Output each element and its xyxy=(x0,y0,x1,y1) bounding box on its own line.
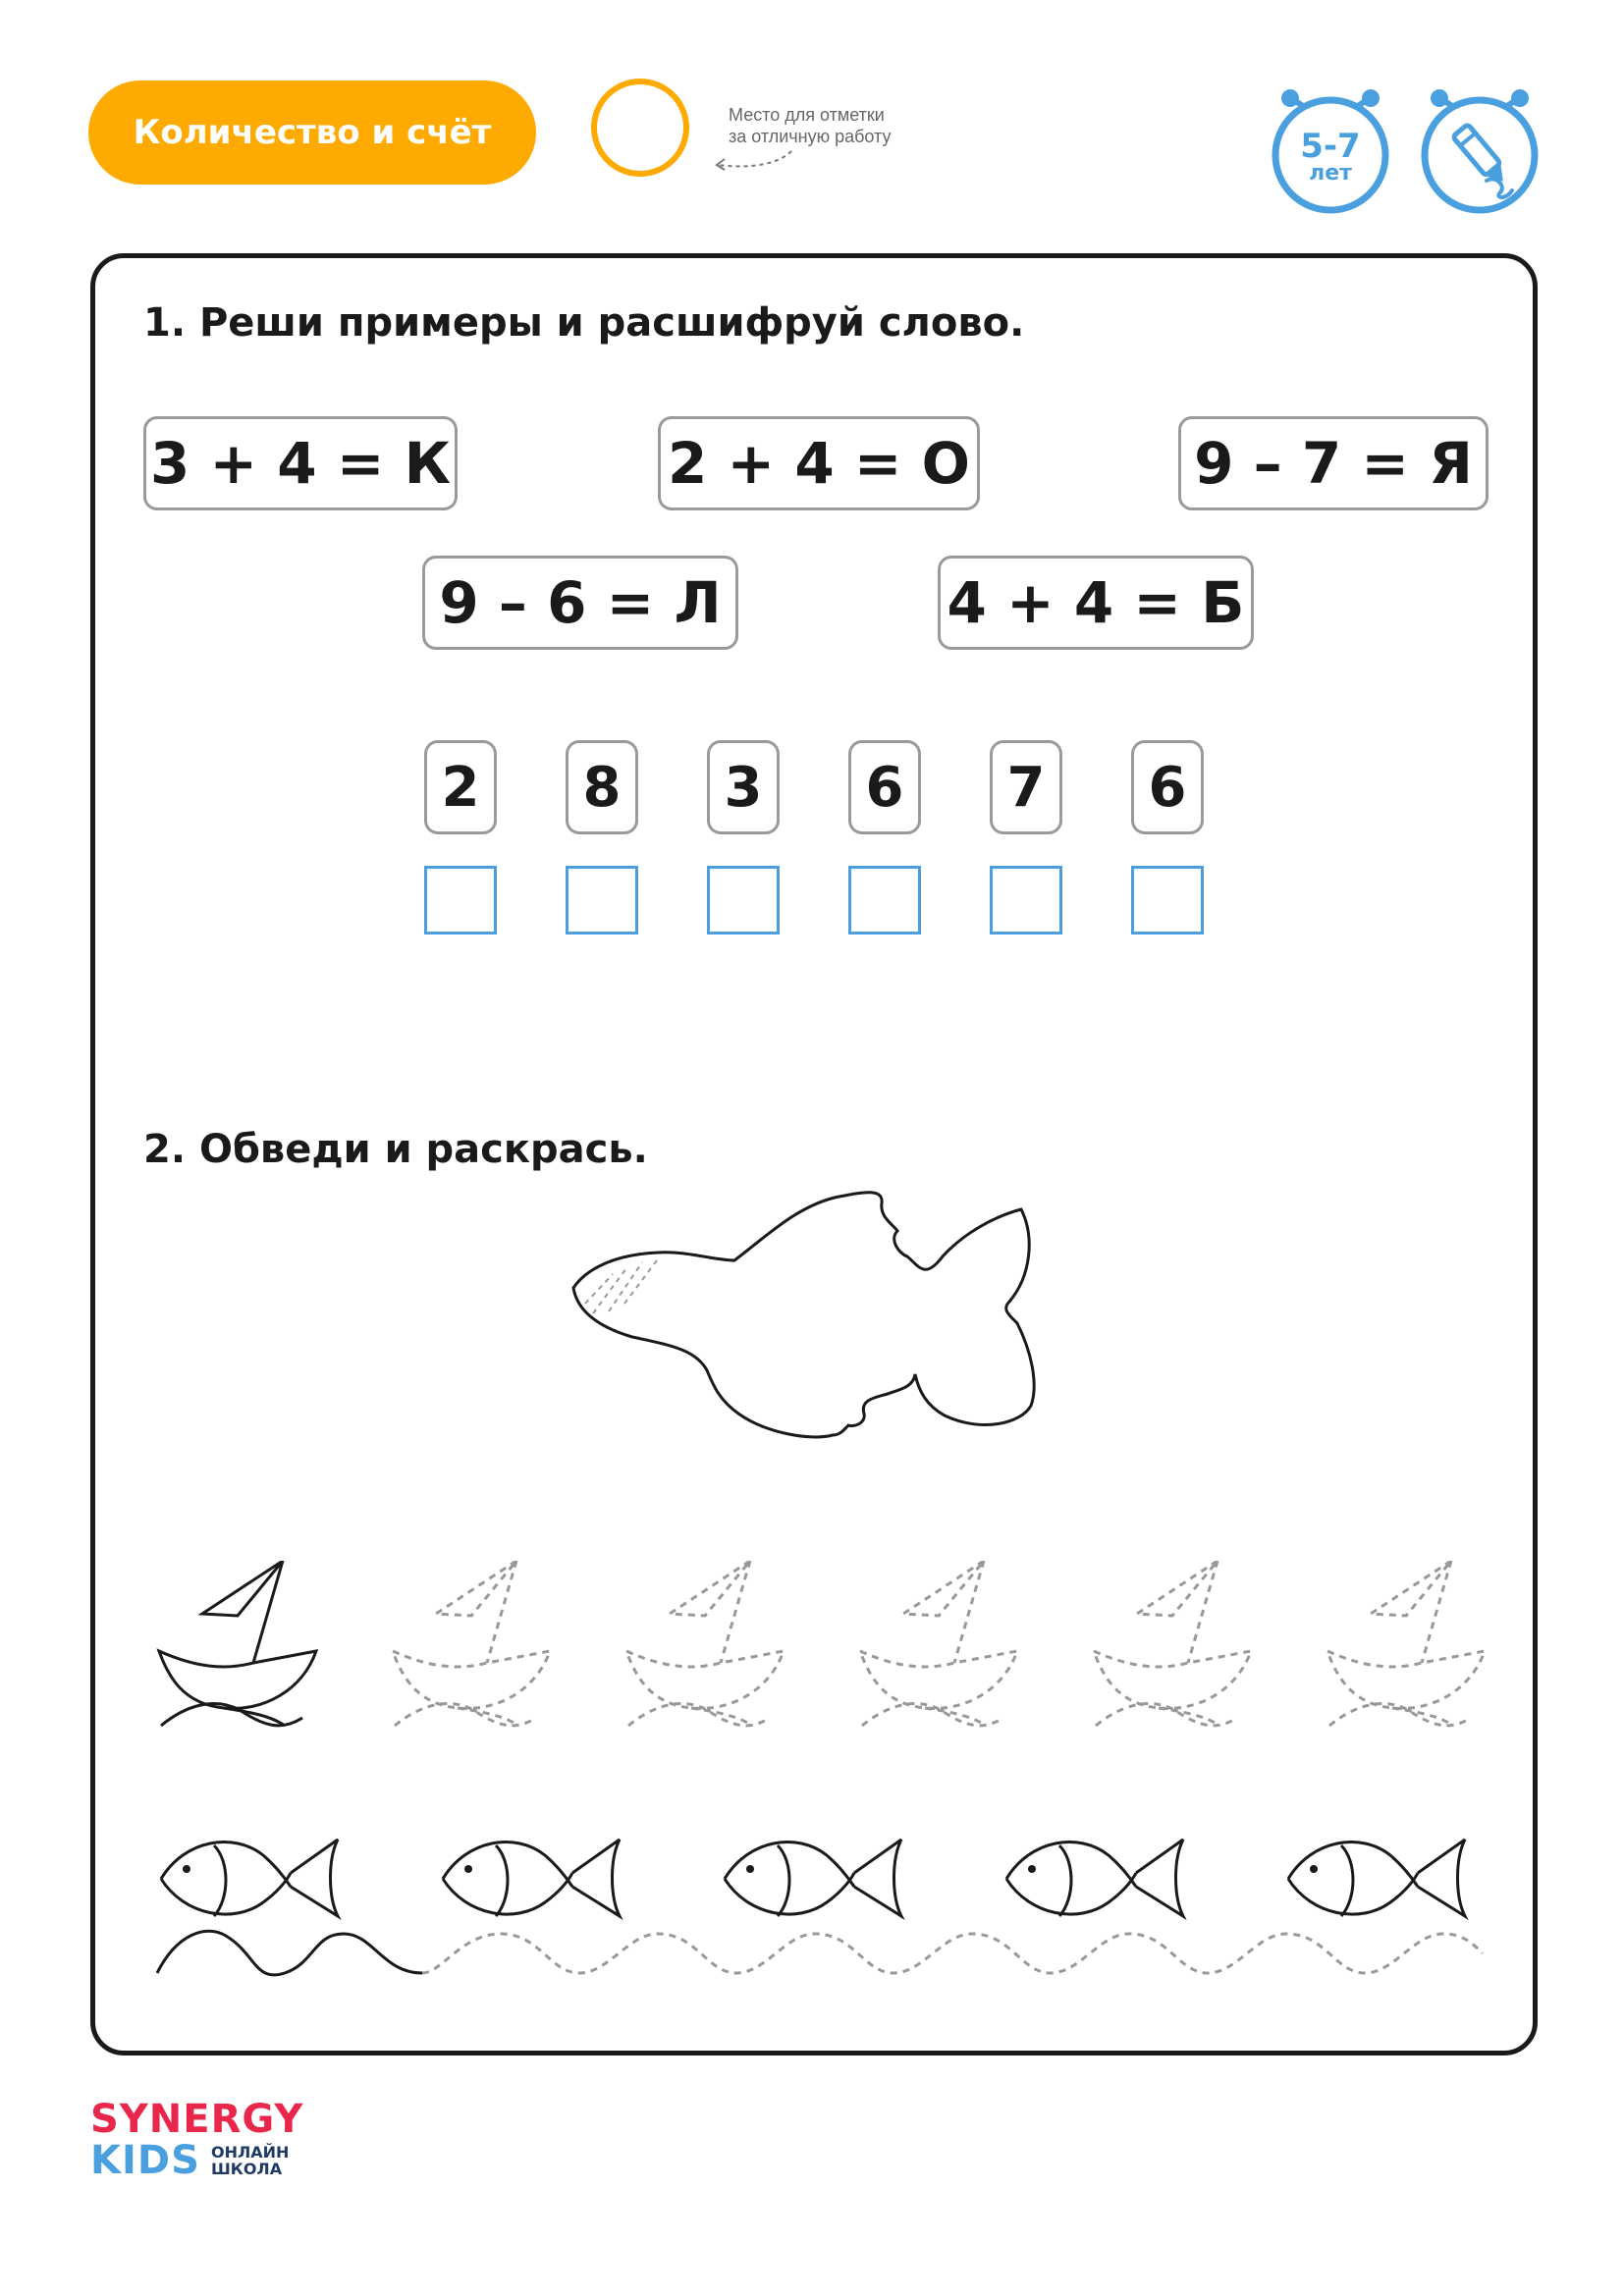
pencil-icon xyxy=(1416,79,1543,216)
answer-letter-box[interactable] xyxy=(848,866,921,934)
boat-tracing-row[interactable] xyxy=(147,1561,1502,1737)
big-fish-outline[interactable] xyxy=(569,1178,1060,1502)
logo-brand-top: SYNERGY xyxy=(90,2097,304,2142)
logo-subtitle xyxy=(211,2144,289,2177)
grade-mark-circle xyxy=(591,79,689,177)
code-number-box: 8 xyxy=(566,740,638,834)
fish-tracing-row[interactable] xyxy=(147,1826,1502,1983)
fish-icon xyxy=(1288,1840,1465,1916)
synergy-kids-logo xyxy=(90,2099,303,2181)
code-number-box: 3 xyxy=(707,740,780,834)
task2-title: 2. Обведи и раскрась. xyxy=(143,1127,648,1172)
fish-icon xyxy=(1006,1840,1183,1916)
task1-title: 1. Реши примеры и расшифруй слово. xyxy=(143,300,1025,346)
topic-badge: Количество и счёт xyxy=(88,80,536,185)
wave-dotted-line xyxy=(422,1934,1483,1973)
answer-letter-box[interactable] xyxy=(990,866,1062,934)
code-number-box: 2 xyxy=(424,740,497,834)
logo-subtitle-line1: ОНЛАЙН xyxy=(210,2143,290,2162)
answer-letter-box[interactable] xyxy=(1131,866,1204,934)
wave-sample-line xyxy=(157,1931,422,1975)
boat-dotted-icon xyxy=(393,1561,550,1726)
equation-box: 2 + 4 = О xyxy=(658,416,980,510)
code-number-box: 6 xyxy=(848,740,921,834)
fish-icon xyxy=(443,1840,620,1916)
boat-dotted-icon xyxy=(860,1561,1017,1726)
boat-dotted-icon xyxy=(626,1561,784,1726)
fish-sample-icon xyxy=(161,1840,338,1916)
age-badge xyxy=(1267,79,1394,216)
equation-box: 3 + 4 = К xyxy=(143,416,458,510)
fish-icon xyxy=(725,1840,901,1916)
code-number-box: 6 xyxy=(1131,740,1204,834)
grade-mark-note-line2: за отличную работу xyxy=(729,127,892,146)
boat-sample-icon xyxy=(159,1561,316,1726)
code-number-box: 7 xyxy=(990,740,1062,834)
answer-letter-box[interactable] xyxy=(566,866,638,934)
age-range: 5-7 xyxy=(1300,127,1361,166)
grade-mark-note xyxy=(729,104,945,147)
boat-dotted-icon xyxy=(1327,1561,1485,1726)
equation-box: 4 + 4 = Б xyxy=(938,556,1254,650)
logo-subtitle-line2: ШКОЛА xyxy=(210,2160,283,2178)
age-unit: лет xyxy=(1309,161,1352,186)
activity-badge xyxy=(1416,79,1543,216)
boat-dotted-icon xyxy=(1094,1561,1251,1726)
curved-arrow-icon xyxy=(709,147,797,177)
answer-letter-box[interactable] xyxy=(707,866,780,934)
equation-box: 9 – 7 = Я xyxy=(1178,416,1489,510)
equation-box: 9 – 6 = Л xyxy=(422,556,738,650)
grade-mark-note-line1: Место для отметки xyxy=(729,105,885,125)
answer-letter-box[interactable] xyxy=(424,866,497,934)
logo-brand-bottom: KIDS xyxy=(90,2138,200,2183)
